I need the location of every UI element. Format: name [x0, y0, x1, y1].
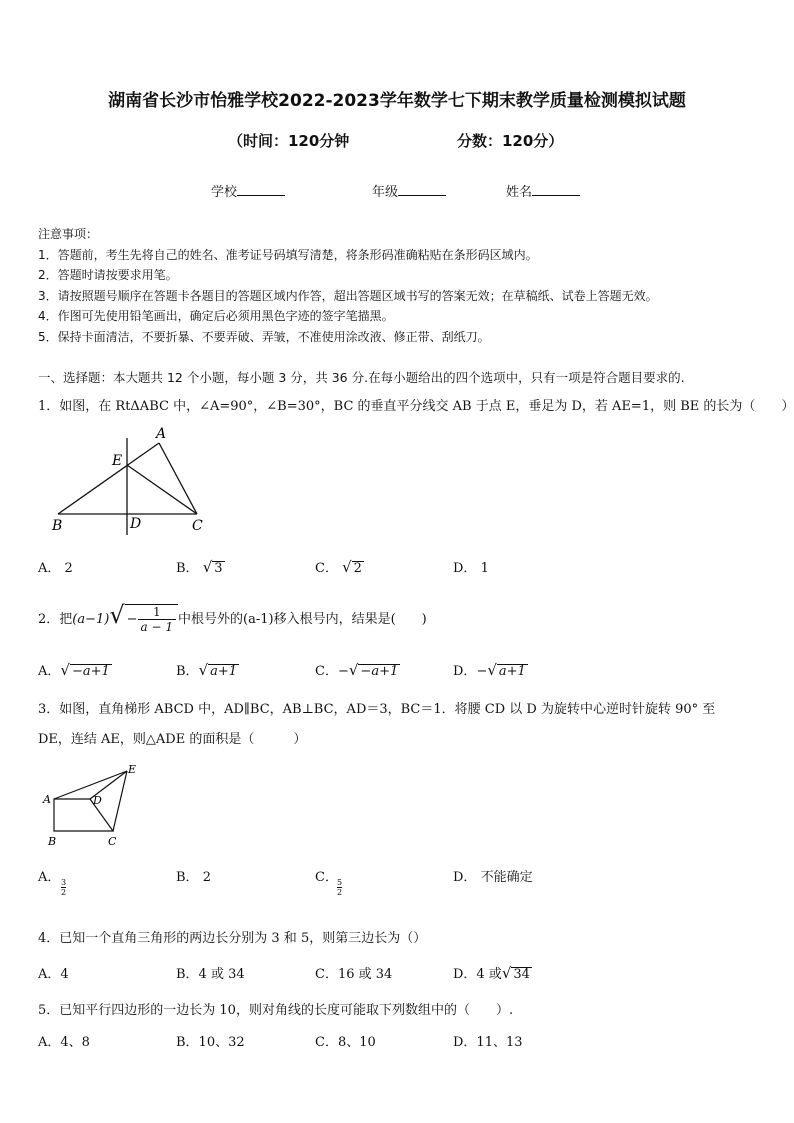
q5-option-d[interactable]: D．11、13 — [453, 1035, 523, 1050]
q3-label-d: D — [93, 794, 102, 807]
q1-option-c[interactable]: C． √ 2 — [315, 558, 362, 576]
q3-label-c: C — [108, 835, 117, 848]
notice-item: 2．答题时请按要求用笔。 — [38, 268, 178, 282]
school-label: 学校 — [211, 185, 238, 200]
page-title: 湖南省长沙市怡雅学校2022-2023学年数学七下期末教学质量检测模拟试题 — [108, 91, 686, 111]
notice-heading: 注意事项： — [38, 227, 99, 241]
q3-label-e: E — [128, 763, 137, 776]
q2-option-b[interactable]: B．√ a+1 — [176, 661, 238, 679]
question-1-stem: 1．如图，在 RtΔABC 中，∠A=90°，∠B=30°，BC 的垂直平分线交 AB 于点 E，垂足为 D，若 AE=1，则 BE 的长为（ ） — [38, 399, 794, 414]
q1-label-a: A — [156, 426, 167, 442]
q3-option-b[interactable]: B． 2 — [176, 870, 211, 885]
question-3-line-2: DE，连结 AE，则△ADE 的面积是（ ） — [38, 732, 307, 747]
question-4-stem: 4．已知一个直角三角形的两边长分别为 3 和 5，则第三边长为（） — [38, 931, 427, 946]
q1-option-a[interactable]: A． 2 — [38, 561, 73, 576]
q4-option-c[interactable]: C．16 或 34 — [315, 967, 393, 982]
notice-item: 5．保持卡面清洁，不要折暴、不要弄破、弄皱，不准使用涂改液、修正带、刮纸刀。 — [38, 330, 490, 344]
name-label: 姓名 — [506, 185, 533, 200]
q3-option-a-fraction: 3 2 — [61, 878, 67, 897]
q4-option-b[interactable]: B．4 或 34 — [176, 967, 245, 982]
q4-option-a[interactable]: A．4 — [38, 967, 69, 982]
q1-option-b[interactable]: B． √ 3 — [176, 558, 223, 576]
q3-option-c[interactable]: C． — [315, 870, 338, 885]
question-3-line-1: 3．如图，直角梯形 ABCD 中，AD∥BC，AB⊥BC，AD＝3，BC＝1．将腰 CD 以 D 为旋转中心逆时针旋转 90° 至 — [38, 702, 716, 717]
q3-option-c-fraction: 5 2 — [337, 878, 343, 897]
q1-label-b: B — [52, 518, 63, 534]
notice-item: 1．答题前，考生先将自己的姓名、准考证号码填写清楚，将条形码准确粘贴在条形码区域内。 — [38, 248, 538, 262]
q5-option-c[interactable]: C．8、10 — [315, 1035, 376, 1050]
q3-label-b: B — [48, 835, 57, 848]
q3-option-a[interactable]: A． — [38, 870, 61, 885]
exam-time: （时间：120分钟 — [228, 132, 350, 150]
grade-label: 年级 — [372, 185, 399, 200]
q5-option-b[interactable]: B．10、32 — [176, 1035, 245, 1050]
question-2-stem: 2．把(a−1)√ − $\frac{1}{a - 1}$ 中根号外的(a-1)移入根号内，结果是( ) — [38, 601, 427, 634]
section-heading: 一、选择题：本大题共 12 个小题，每小题 3 分，共 36 分.在每小题给出的四个选项中，只有一项是符合题目要求的. — [38, 370, 685, 385]
q1-label-e: E — [112, 453, 123, 469]
notice-item: 4．作图可先使用铅笔画出，确定后必须用黑色字迹的签字笔描黑。 — [38, 309, 394, 323]
q3-option-d[interactable]: D． 不能确定 — [453, 870, 533, 885]
exam-score: 分数：120分） — [457, 132, 564, 150]
q4-option-d[interactable]: D．4 或√ 34 — [453, 964, 530, 982]
notice-item: 3．请按照题号顺序在答题卡各题目的答题区域内作答，超出答题区域书写的答案无效；在草稿纸、试卷上答题无效。 — [38, 289, 658, 303]
q2-option-c[interactable]: C．−√ −a+1 — [315, 661, 399, 679]
q2-option-d[interactable]: D．−√ a+1 — [453, 661, 526, 679]
q5-option-a[interactable]: A．4、8 — [38, 1035, 90, 1050]
question-5-stem: 5．已知平行四边形的一边长为 10，则对角线的长度可能取下列数组中的（ ）. — [38, 1003, 514, 1018]
q1-label-c: C — [192, 518, 203, 534]
q1-option-d[interactable]: D． 1 — [453, 561, 489, 576]
q2-option-a[interactable]: A．√ −a+1 — [38, 661, 110, 679]
q1-label-d: D — [130, 516, 142, 532]
q3-label-a: A — [43, 793, 51, 806]
